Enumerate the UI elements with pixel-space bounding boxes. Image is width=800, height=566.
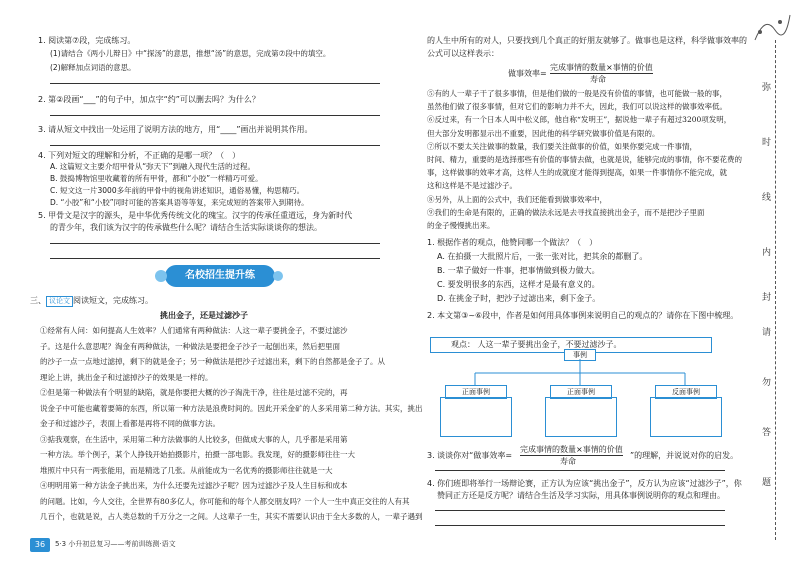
diagram-answer-box-3[interactable] [650,397,722,437]
seal-char: 封 [762,290,771,303]
seal-char: 请 [762,325,771,338]
rq1-option-a: A. 在拍摄一大批照片后，一张一张对比，把其余的都删了。 [437,252,648,261]
answer-line[interactable] [50,258,380,259]
rq2: 2. 本文第③~⑥段中，作者是如何用具体事例来说明自己的观点的？请你在下图中梳理。 [427,311,739,320]
essay-line: ③掂我观察，在生活中，采用第二种方法做事的人比较多，但做成大事的人，几乎都是采用第 [40,434,348,444]
seal-char: 线 [762,190,771,203]
essay-line: 虽然他们做了很多事情，但对它们的影响力并不大，因此，我们可以说这样的做事效率低。 [427,102,727,112]
q4-option-d: D. “小胶”和“小胶”同时可能的答案具语等等复，来完成短的答案带入到期待。 [50,198,309,207]
rq1-option-b: B. 一辈子做好一件事，把事情做到极力做大。 [437,266,600,275]
page-footer: 5·3 小升初总复习——考前训练测·语文 [55,540,176,548]
essay-line: 事，这样做事的效率才高，这样人生的成就度才能得到提高，如果一件事情你不能完成，就 [427,168,727,178]
section3-heading: 三、 议论文 阅读短文，完成练习。 [30,296,153,305]
seal-char: 答 [762,425,771,438]
diagram-title: 观点： 人这一辈子要挑出金子，不要过滤沙子。 [430,337,712,353]
essay-line: ⑤有的人一辈子干了很多事情，但是他们做的一般是没有价值的事情，也可能做一般的事， [427,89,727,98]
seal-char: 内 [762,245,771,258]
rq1-option-d: D. 在挑金子时，把沙子过滤出来，剩下金子。 [437,294,601,303]
essay-line: ⑨我们的生命是有限的，正确的做法永远是去寻找直接挑出金子，而不是把沙子里面 [427,207,705,217]
diagram-answer-box-1[interactable] [440,397,512,437]
essay-line: 理论上讲，挑出金子和过滤掉沙子的效果是一样的。 [40,372,213,382]
essay-title: 挑出金子，还是过滤沙子 [160,311,248,320]
q2: 2. 第②段画“___”的句子中，加点字“约”可以删去吗？为什么？ [38,95,260,104]
q3: 3. 请从短文中找出一处运用了说明方法的地方，用“____”画出并说明其作用。 [38,125,313,134]
diagram-node-negative: 反面事例 [655,385,717,399]
right-line-1: 的人生中所有的对人，只要找到几个真正的好朋友就够了。做事也是这样，科学做事效率的 [427,36,747,45]
answer-line[interactable] [50,145,380,146]
diagram-root: 事例 [564,349,596,361]
seal-char: 弥 [762,80,771,93]
right-line-2: 公式可以这样表示： [427,49,499,58]
seal-char: 时 [762,135,771,148]
essay-line: 的金子慢慢挑出来。 [427,221,495,230]
rq4: 4. 你们班即将举行一场辩论赛，正方认为应该“挑出金子”，反方认为应该“过滤沙子”，你 [427,479,742,488]
formula-label: 做事效率= [508,69,547,78]
decorative-vine-icon [750,10,795,45]
q4-stem: 4. 下列对短文的理解和分析，不正确的是哪一项？（ ） [38,151,241,160]
rq3-denominator: 寿命 [560,457,576,466]
essay-line: ①经常有人问：如何提高人生效率？人们通常有两种做法：人这一辈子要挑金子，不要过滤沙 [40,326,348,335]
q1-b: (2)解释加点词语的意思。 [50,63,136,72]
page-number: 36 [30,538,50,552]
rq4-cont: 赞同正方还是反方呢？请结合生活及学习实际，用具体事例说明你的观点和理由。 [437,491,725,500]
rq1-stem: 1. 根据作者的观点，他赞同哪一个做法？（ ） [427,238,598,247]
q4-option-a: A. 这篇短文主要介绍甲骨从“弥天下”到融入现代生活的过程。 [50,162,256,171]
seal-char: 题 [762,475,771,488]
rq3-tail: ”的理解，并说说对你的启发。 [630,451,739,460]
genre-tag: 议论文 [46,296,73,307]
answer-line[interactable] [435,525,725,526]
essay-line: ⑦所以不要太关注做事的数量，我们要关注做事的价值，如果你要完成一件事情， [427,141,697,151]
essay-line: 一种方法。举个例子，某个人挣钱开始拍摄影片，拍摄一部电影。我发现，好的摄影师往往一大 [40,450,355,459]
formula-denominator: 寿命 [590,75,606,84]
answer-line[interactable] [50,243,380,244]
rq3: 3. 谈谈你对“做事效率= [427,451,513,460]
essay-line: 这和这样是不是过滤沙子。 [427,181,517,191]
q4-option-c: C. 短文这一片3000多年前的甲骨中的视角讲述知识，通俗易懂，构思精巧。 [50,186,305,195]
essay-line: 说金子中可能也藏着要筛的东西，所以第一种方法是浪费时间的。因此开采金矿的人多采用第二种方法。其实，挑出 [40,403,423,413]
essay-line: 堆照片中只有一两张能用，而是精选了几张。从前能成为一名优秀的摄影师往往就是一大 [40,465,333,475]
diagram-answer-box-2[interactable] [545,397,617,437]
essay-line: 几百个，也就是说，占人类总数的千万分之一之间。人这辈子一生，其实不需要认识由于全大多数的人，一辈子遇到 [40,512,423,521]
q5-cont: 的青少年，我们该为汉字的传承做些什么呢？请结合生活实际谈谈你的想法。 [50,223,322,232]
seal-char: 勿 [762,375,771,388]
seal-line [775,40,776,540]
answer-line[interactable] [50,83,380,84]
essay-line: ④明明用第一种方法金子挑出来，为什么还要先过滤沙子呢？因为过滤沙子及人生目标和成本 [40,481,348,490]
q1-stem: 1. 阅读第⑦段，完成练习。 [38,36,136,45]
essay-line: 金子和过滤沙子，表面上看都是再将不同的做事方法。 [40,419,220,428]
essay-line: ②但是第一种做法有个明显的缺陷，就是你要把大概的沙子淘洗干净，往往是过滤不完的，再 [40,388,348,397]
section-badge: 名校招生提升练 [165,265,275,287]
essay-line: ⑧另外，从上面的公式中，我们还能看到做事效率中， [427,194,607,204]
essay-line: 的问题。比如，今人交往，全世界有80多亿人，你可能和的每个人都交朋友吗？一个人一生中真正交往的人有其 [40,496,410,506]
q4-option-b: B. 鼓捣博物馆里收藏着的所有甲骨，都和“小胶”一样精巧可爱。 [50,174,263,183]
rq3-numerator: 完成事情的数量×事情的价值 [520,445,623,454]
rq1-option-c: C. 要发明很多的东西，这样才是最有意义的。 [437,280,600,289]
essay-line: ⑥反过来，有一个日本人叫中松义郎，他自称“发明王”，据说他一辈子有超过3200项发明， [427,115,732,125]
answer-line[interactable] [435,470,725,471]
essay-line: 但大部分发明都显示出不重要，因此他的科学研究做事价值是有限的。 [427,128,660,138]
q5: 5. 甲骨文是汉字的源头，是中华优秀传统文化的瑰宝。汉字的传承任重道远，身为新时代 [38,211,353,220]
diagram-node-positive-2: 正面事例 [550,385,612,399]
formula-numerator: 完成事情的数量×事情的价值 [550,63,653,72]
essay-line: 子。这是什么意思呢？淘金有两种做法，一种做法是要把金子沙子一起刨出来，然后把里面 [40,341,340,351]
answer-line[interactable] [50,115,380,116]
diagram-node-positive-1: 正面事例 [445,385,507,399]
q1-a: (1)请结合《两小儿辩日》中“探汤”的意思，推想“汤”的意思，完成第⑦段中的填空。 [50,49,331,58]
answer-line[interactable] [435,510,725,511]
essay-line: 的沙子一点一点地过滤掉，剩下的就是金子；另一种做法是把沙子过滤出来，剩下的自然都是金子了。从 [40,357,385,366]
essay-line: 时间、精力，重要的是选择那些有价值的事情去做，也就是说，能够完成的事情，你不要花费的 [427,155,742,164]
